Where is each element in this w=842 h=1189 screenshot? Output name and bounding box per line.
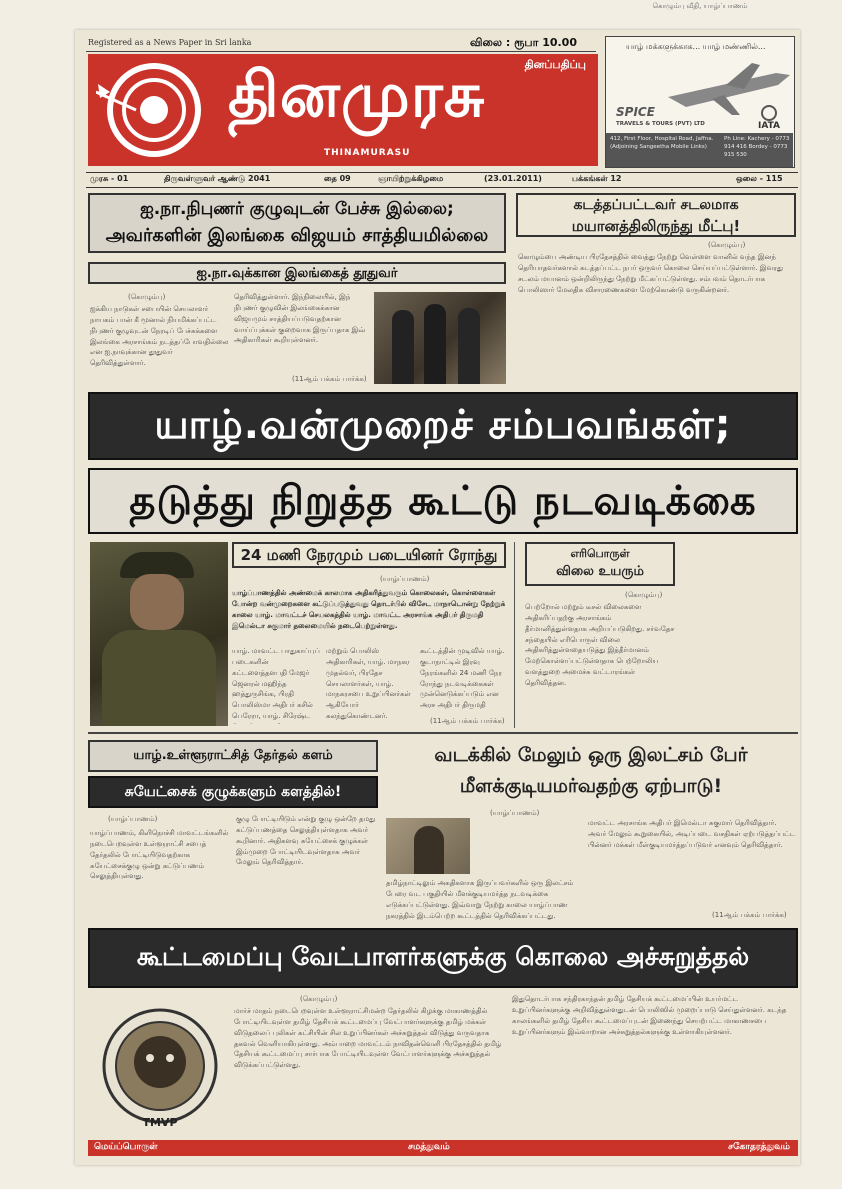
local-headline xyxy=(88,740,378,808)
lead-dateline: (யாழ்ப்பாணம்) xyxy=(380,575,430,583)
resettle-continued: (11ஆம் பக்கம் பார்க்க) xyxy=(712,911,787,919)
resettle-photo xyxy=(386,818,470,874)
story1-subhead xyxy=(88,262,506,284)
paper-title: தினமுரசு xyxy=(228,58,486,131)
local-headline-line1-text: யாழ்.உள்ளூராட்சித் தேர்தல் களம் xyxy=(133,748,333,763)
ad-company: TRAVELS & TOURS (PVT) LTD xyxy=(616,121,705,127)
resettle-headline xyxy=(384,740,798,804)
lead-subhead-text: 24 மணி நேரமும் படையினர் ரோந்து xyxy=(240,546,498,564)
resettle-col2: மாவட்ட அரசாங்க அதிபர் இமெல்டா சுகுமார் தெரிவித்தார். அவர் மேலும் கூறுகையில், அடிப்படை வசதிகள் ஏற்படுத்தப்பட்ட பின்னர் மக்கள் மீள்குடியமர்த்தப்படுவர் எனவும் தெரிவித்தார். xyxy=(588,819,796,849)
officer-face xyxy=(130,574,184,630)
lead-col3: கூட்டத்தின் முடிவில் யாழ். குடாநாட்டில் இரவு நேரங்களில் 24 மணி நேர ரோந்து நடவடிக்கைகள் முன்னெடுக்கப்படும் என அரச அதிபர் திருமதி xyxy=(420,647,505,710)
footer-left: மெய்ப்பொருள் xyxy=(94,1142,158,1152)
iata-text: IATA xyxy=(757,121,781,131)
person-figure xyxy=(392,310,414,384)
local-headline-line2-text: சுயேட்சைக் குழுக்களும் களத்தில்! xyxy=(124,784,342,800)
lead-headline-line1-text: யாழ்.வன்முறைச் சம்பவங்கள்; xyxy=(154,402,732,448)
story2-headline-line1: கடத்தப்பட்டவர் சடலமாக xyxy=(573,197,739,213)
dateline-bar xyxy=(86,172,798,188)
dateline-issue: ஒலை - 115 xyxy=(736,174,783,183)
footer-right: சகோதரத்துவம் xyxy=(728,1142,790,1152)
edition-tag: தினப்பதிப்பு xyxy=(524,58,586,71)
lead-headline-line2-text: தடுத்து நிறுத்த கூட்டு நடவடிக்கை xyxy=(129,478,757,524)
story1-continued: (11ஆம் பக்கம் பார்க்க) xyxy=(292,375,367,383)
story1-col2: தெரிவித்துள்ளார். இந்நிலையில், இந் நிபுணர் குழுவின் இலங்கைக்கான விஜயமும் சாத்தியப்படுவதற்கான வாய்ப்புக்கள் குறைவாக இருப்பதாக இவ் அதிகாரிகள் கூறியுள்ளனர். xyxy=(234,293,366,345)
stamp-text: கொழும்பு வீதி, யாழ்ப்பாணம் xyxy=(652,2,748,10)
threat-col2: இதுதொடர்பாக சந்திரகாந்தன் தமிழ் தேசியக் கூட்டமைப்பின் உயர்மட்ட உறுப்பினர்களுக்கு அறிவித்துள்ளதுடன் பொலிஸில் முறைப்பாடு செய்துள்ளனர். கடந்த காலங்களில் தமிழ் தேசிய கூட்டமைப்புடன் இணைந்து செயற்பட்ட மாகாணசபை உறுப்பினர்களும் இவ்வாறான அச்சுறுத்தல்களுக்கு உள்ளாகியுள்ளனர். xyxy=(512,995,787,1036)
story1-headline-line2: அவர்களின் இலங்கை விஜயம் சாத்தியமில்லை xyxy=(105,225,489,246)
resettle-dateline: (யாழ்ப்பாணம்) xyxy=(490,809,540,817)
story1-col1: ஐக்கிய நாடுகள் சபையின் செயலாளர் நாயகம் பான் கீ மூனால் நியமிக்கப்பட்ட நிபுணர் குழுவுடன் நேரடிப் பேச்சுக்களை இலங்கை அரசாங்கம் நடத்தப்போவதில்லை என ஐ.நாவுக்கான தூதுவர் தெரிவித்துள்ளார். xyxy=(90,305,229,368)
threat-headline xyxy=(88,928,798,988)
top-rule xyxy=(86,51,596,52)
local-headline-line2 xyxy=(88,776,378,808)
story2-headline-line2: மயானத்திலிருந்து மீட்பு! xyxy=(571,217,741,235)
lead-intro: யாழ்ப்பாணத்தில் அண்மைக் காலமாக அதிகரித்துவரும் கொலைகள், கொள்ளைகள் போன்ற வன்முறைகளை கட்டுப்படுத்துவது தொடர்பில் விசேட மாநாடொன்று நேற்றுக் காலை யாழ். மாவட்டச் செயலகத்தில் யாழ். மாவட்ட அரசாங்க அதிபர் திருமதி இமெல்டா சுகுமார் தலைமையில் நடைபெற்றுள்ளது. xyxy=(232,589,506,630)
lead-headline-line1 xyxy=(88,392,798,460)
story1-headline-line1: ஐ.நா.நிபுணர் குழுவுடன் பேச்சு இல்லை; xyxy=(140,199,454,219)
dateline-year: திருவள்ளுவர் ஆண்டு 2041 xyxy=(164,174,271,183)
local-headline-line1 xyxy=(88,740,378,772)
lead-col2: மற்றும் பொலிஸ் அதிகாரிகள், யாழ். மாநகர முதல்வர், பிரதேச செயலாளர்கள், யாழ். மாநகரசபை உறுப்பினர்கள் ஆகியோர் கலந்துகொண்டனர். xyxy=(326,647,411,721)
dateline-month: தை 09 xyxy=(324,174,351,183)
ad-address-panel xyxy=(606,133,793,167)
person-figure xyxy=(458,308,480,384)
footer-bar xyxy=(88,1140,798,1156)
fuel-headline xyxy=(525,542,675,586)
paper-title-en: THINAMURASU xyxy=(324,148,411,158)
resettle-headline-line2: மீளக்குடியமர்வதற்கு ஏற்பாடு! xyxy=(459,775,723,797)
dateline-pages: பக்கங்கள் 12 xyxy=(572,174,622,183)
fuel-box xyxy=(514,542,799,728)
ad-brand: SPICE xyxy=(616,105,655,119)
threat-col1: மார்ச் மாதம் நடைபெறவுள்ள உள்ளூராட்சிமன்ற தேர்தலில் கிழக்கு மாகாணத்தில் போட்டியிடவுள்ள தமிழ் தேசியக் கூட்டமைப்பு வேட்பாளர்களுக்கு தமிழ் மக்கள் விடுதலைப் புலிகள் கட்சியின் சில உறுப்பினர்கள் அச்சுறுத்தல் விடுத்து வருவதாக தகவல் வெளியாகியுள்ளது. அம்பாறை மாவட்டம் நாவிதன்வெளி பிரதேசத்தில் தமிழ் தேசியக் கூட்டமைப்பு சார்பாக போட்டியிடவுள்ள வேட்பாளர்களுக்கு அச்சுறுத்தல் விடுக்கப்பட்டுள்ளது. xyxy=(234,1007,502,1070)
story1-subhead-text: ஐ.நா.வுக்கான இலங்கைத் தூதுவர் xyxy=(196,266,398,281)
officer-uniform xyxy=(102,630,216,726)
story2-headline xyxy=(516,193,796,237)
ad-slogan: யாழ் மக்களுக்காக... யாழ் மண்ணில்... xyxy=(626,42,766,51)
fuel-body: பெற்றோல் மற்றும் டீசல் விலைகளை அதிகரிப்பதற்கு அரசாங்கம் தீர்மானித்துள்ளதாக அறியப்படுகிறது. சர்வதேச சந்தையில் எரிபொருள் விலை அதிகரித்துள்ளதையடுத்து இத்தீர்மானம் மேற்கொள்ளப்பட்டுள்ளதாக பெற்றோலிய வளத்துறை அமைச்சு வட்டாரங்கள் தெரிவித்தன. xyxy=(525,603,675,687)
globe-icon xyxy=(761,105,777,121)
price-text: விலை : ரூபா 10.00 xyxy=(470,36,577,49)
story2-dateline: (கொழும்பு) xyxy=(708,241,746,249)
tmvp-logo-text: TMVP xyxy=(142,1116,178,1129)
threat-headline-text: கூட்டமைப்பு வேட்பாளர்களுக்கு கொலை அச்சுறுத்தல் xyxy=(136,942,750,971)
person-figure xyxy=(424,304,446,384)
top-stamp xyxy=(645,2,755,30)
story1-dateline: (கொழும்பு) xyxy=(128,293,166,301)
masthead xyxy=(88,54,598,166)
local-dateline: (யாழ்ப்பாணம்) xyxy=(108,815,158,823)
dateline-vol: முரசு - 01 xyxy=(90,174,129,183)
registration-text: Registered as a News Paper in Sri lanka xyxy=(88,38,252,47)
resettle-col1: தமிழ்நாட்டிலும் அகதிகளாக இருப்பவர்களில் ஒரு இலட்சம் பேரை வட பகுதியில் மீளக்குடியமர்த்த நடவடிக்கை எடுக்கப்பட்டுள்ளது. இவ்வாறு நேற்று காலை யாழ்ப்பாண நகரத்தில் இடம்பெற்ற கூட்டத்தில் தெரிவிக்கப்பட்டது. xyxy=(386,879,574,920)
speaker-figure xyxy=(414,826,444,874)
ad-address: 412, First Floor, Hospital Road, Jaffna. (Adjoining Sangeetha Mobile Links) xyxy=(610,136,714,150)
lead-headline-line2 xyxy=(88,468,798,534)
story1-headline xyxy=(88,193,506,253)
travel-ad xyxy=(605,36,795,168)
story2-body: கொழும்பை அண்டிய பிரதேசத்தில் வைத்து நேற்று வெள்ளை வானில் வந்த இனந் தெரியாதவர்களால் கடத்தப்பட்ட நபர் ஒருவர் கொலை செய்யப்பட்டுள்ளார். இவரது சடலம் மயானம் ஒன்றிலிருந்து நேற்று மீட்கப்பட்டுள்ளது. சம்பவம் தொடர்பாக பொலிஸார் மேலதிக விசாரணைகளை மேற்கொண்டு வருகின்றனர். xyxy=(518,253,783,294)
fuel-dateline: (கொழும்பு) xyxy=(625,591,663,599)
fuel-headline-line1: எரிபொருள் xyxy=(570,547,630,560)
iata-logo xyxy=(754,105,784,131)
lead-subhead xyxy=(232,542,506,568)
lead-continued: (11ஆம் பக்கம் பார்க்க) xyxy=(430,717,505,725)
story1-photo xyxy=(374,292,506,384)
local-col1: யாழ்ப்பாணம், கிளிநொச்சி மாவட்டங்களில் நடைபெறவுள்ள உள்ளூராட்சி சபைத் தேர்தலில் போட்டியிடுவதற்காக சுயேட்சைக்குழு ஒன்று கட்டுப்பணம் செலுத்தியுள்ளது. xyxy=(90,829,229,881)
resettle-headline-line1: வடக்கில் மேலும் ஒரு இலட்சம் பேர் xyxy=(434,744,748,766)
drum-logo-icon xyxy=(96,62,214,158)
local-col2: குழு போட்டியிடும் என்று குழு ஒன்றே தமது கட்டுப்பணத்தை செலுத்தியுள்ளதாக அவர் கூறினார். அதிகளவு சுயேட்சைக் குழுக்கள் இம்முறை போட்டியிடவுள்ளதாக அவர் மேலும் தெரிவித்தார். xyxy=(236,815,376,867)
lead-col1: யாழ். மாவட்ட பாதுகாப்புப் படைகளின் கட்டளைத்தளபதி மேஜர் ஜெனரல் மஹிந்த ஹத்துருசிங்க, பிரதி பொலிஸ்மா அதிபர் கசில் பெரேரா, யாழ். சிரேஷ்ட xyxy=(232,647,320,721)
tiger-emblem-icon xyxy=(94,1008,226,1132)
section-rule xyxy=(88,732,798,734)
threat-dateline: (கொழும்பு) xyxy=(300,995,338,1003)
lead-photo xyxy=(90,542,228,726)
ad-phones: Ph Line: Kachery - 0773 914 416 Bordey - 0773 915 530 xyxy=(724,136,790,158)
footer-center: சமத்துவம் xyxy=(408,1142,450,1152)
tmvp-logo xyxy=(94,1008,226,1132)
dateline-day: ஞாயிற்றுக்கிழமை xyxy=(378,174,444,183)
dateline-date: (23.01.2011) xyxy=(484,174,542,183)
fuel-headline-line2: விலை உயரும் xyxy=(556,564,644,579)
